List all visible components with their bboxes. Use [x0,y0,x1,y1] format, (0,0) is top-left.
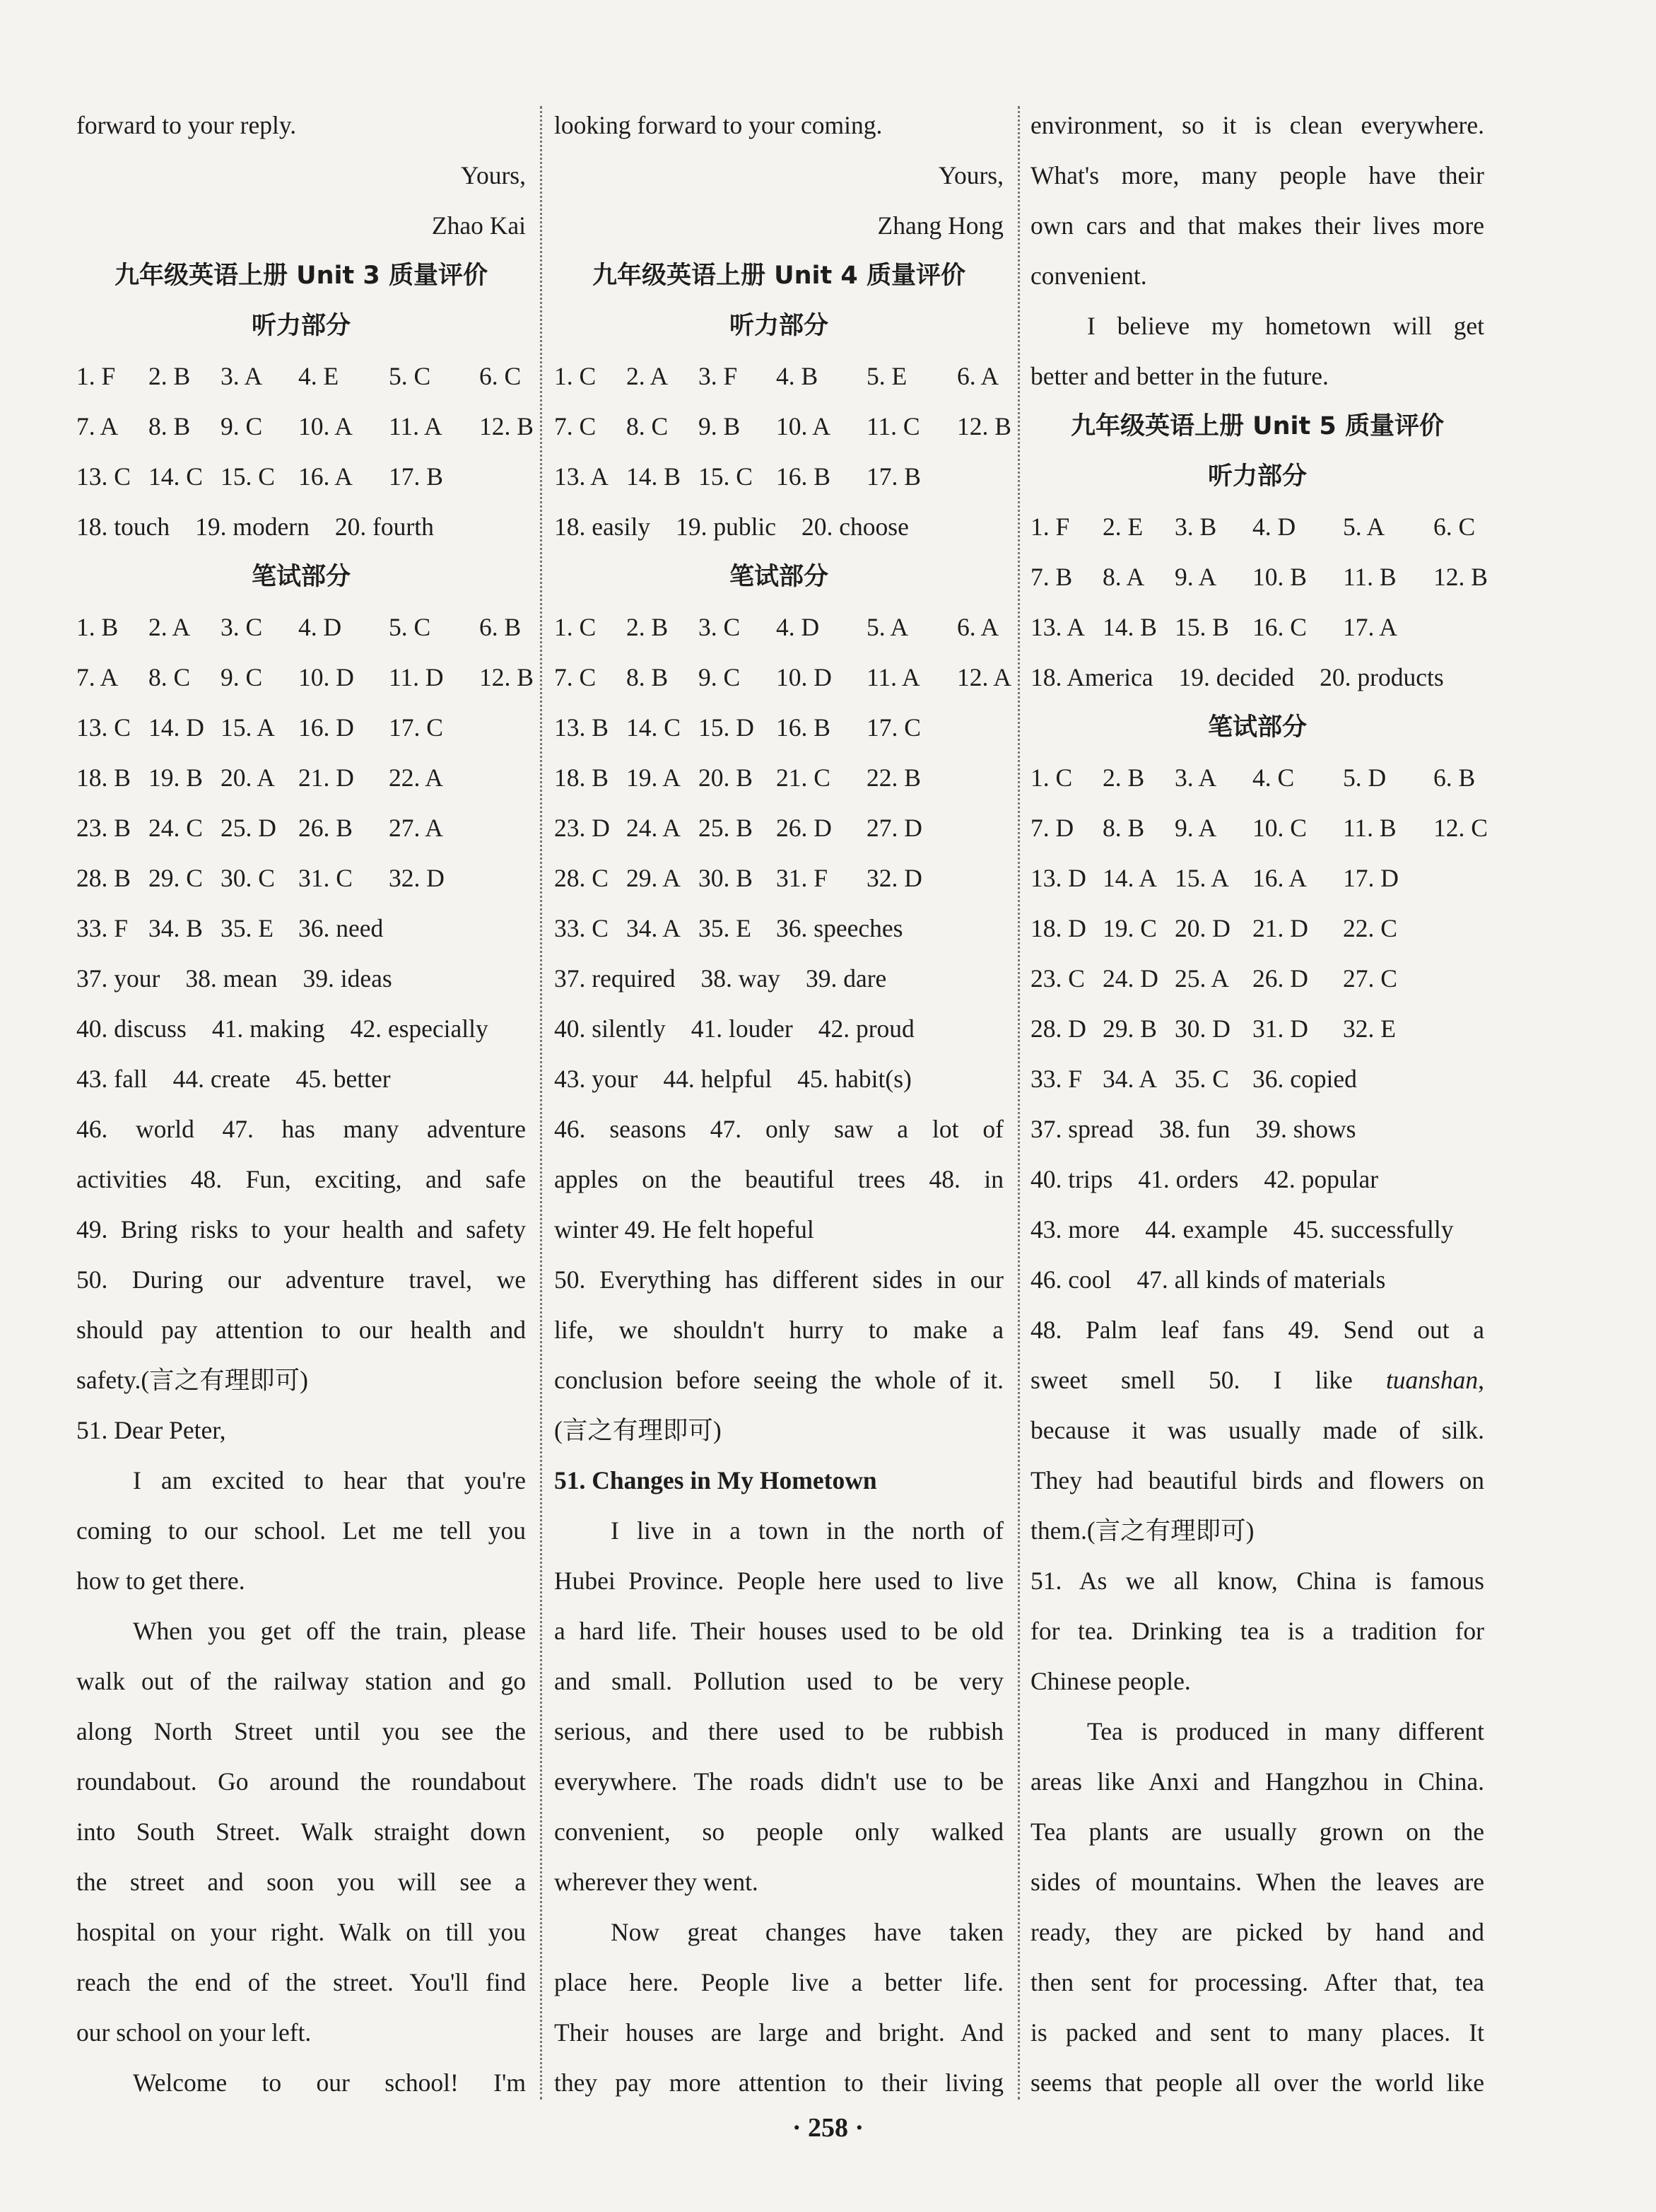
text-line: walk out of the railway station and go [76,1667,526,1695]
answer-row: 18. America 19. decided 20. products [1030,663,1444,691]
text-line: Tea plants are usually grown on the [1030,1818,1484,1846]
listening-heading: 听力部分 [251,312,351,340]
text-line: and small. Pollution used to be very [554,1667,1004,1695]
text-line: 48. Palm leaf fans 49. Send out a [1030,1316,1484,1344]
text-line: Chinese people. [1030,1667,1191,1695]
answer-row: 18. B 19. B 20. A 21. D 22. A [76,763,443,792]
answer-row: 28. C 29. A 30. B 31. F 32. D [554,864,922,892]
text-line: What's more, many people have their [1030,161,1484,189]
answer-row: 23. B 24. C 25. D 26. B 27. A [76,814,443,842]
answer-row: 13. D 14. A 15. A 16. A 17. D [1030,864,1399,892]
text-line: Hubei Province. People here used to live [554,1567,1004,1595]
text-line: everywhere. The roads didn't use to be [554,1767,1004,1796]
answer-row: 33. F 34. A 35. C 36. copied [1030,1065,1357,1093]
text-line: convenient. [1030,262,1147,290]
text-line: place here. People live a better life. [554,1968,1004,1996]
text-line: Now great changes have taken [611,1918,1004,1946]
page-number: · 258 · [792,2113,864,2143]
text-line: convenient, so people only walked [554,1818,1004,1846]
written-heading: 笔试部分 [251,563,351,591]
answer-row: 1. C 2. A 3. F 4. B 5. E 6. A [554,362,999,390]
text-line: apples on the beautiful trees 48. in [554,1165,1004,1193]
text-line: our school on your left. [76,2018,312,2047]
answer-row: 37. required 38. way 39. dare [554,964,887,993]
text-line: how to get there. [76,1567,245,1595]
answer-row: 28. D 29. B 30. D 31. D 32. E [1030,1014,1396,1043]
answer-row: 18. easily 19. public 20. choose [554,513,909,541]
text-line: roundabout. Go around the roundabout [76,1767,526,1796]
text-line: I believe my hometown will get [1087,312,1484,340]
answer-row: 13. A 14. B 15. B 16. C 17. A [1030,613,1397,641]
column-divider-left [540,106,542,2100]
answer-row: 1. C 2. B 3. A 4. C 5. D 6. B [1030,763,1476,792]
text-line: should pay attention to our health and [76,1316,526,1344]
text-line: (言之有理即可) [554,1416,722,1444]
text-line: activities 48. Fun, exciting, and safe [76,1165,526,1193]
text-line: ready, they are picked by hand and [1030,1918,1484,1946]
written-heading: 笔试部分 [729,563,828,591]
answer-row: 18. B 19. A 20. B 21. C 22. B [554,763,921,792]
text-line: I live in a town in the north of [611,1516,1004,1545]
answer-row: 40. trips 41. orders 42. popular [1030,1165,1379,1193]
answer-row: 23. C 24. D 25. A 26. D 27. C [1030,964,1397,993]
closing: Yours, [938,161,1004,189]
answer-row: 43. fall 44. create 45. better [76,1065,391,1093]
text-line: serious, and there used to be rubbish [554,1717,1004,1745]
unit-4-title: 九年级英语上册 Unit 4 质量评价 [592,262,965,290]
text-line: reach the end of the street. You'll find [76,1968,526,1996]
column-divider-right [1018,106,1020,2100]
text-line: 46. world 47. has many adventure [76,1115,526,1143]
signature-name: Zhang Hong [877,211,1004,240]
text-line: Their houses are large and bright. And [554,2018,1004,2047]
text-line: 49. Bring risks to your health and safety [76,1215,526,1243]
column-2 [554,100,1011,2101]
answer-row: 13. B 14. C 15. D 16. B 17. C [554,713,921,742]
text-line: forward to your reply. [76,111,297,139]
answer-row: 43. more 44. example 45. successfully [1030,1215,1454,1243]
text-line: coming to our school. Let me tell you [76,1516,526,1545]
answer-row: 13. A 14. B 15. C 16. B 17. B [554,462,921,491]
text-line: I am excited to hear that you're [133,1466,526,1494]
column-1 [76,100,534,2101]
closing: Yours, [460,161,526,189]
text-line: areas like Anxi and Hangzhou in China. [1030,1767,1484,1796]
answer-row: 33. C 34. A 35. E 36. speeches [554,914,903,942]
answer-row: 28. B 29. C 30. C 31. C 32. D [76,864,445,892]
answer-row: 1. C 2. B 3. C 4. D 5. A 6. A [554,613,999,641]
answer-row: 7. C 8. C 9. B 10. A 11. C 12. B [554,412,1011,440]
text-line: for tea. Drinking tea is a tradition for [1030,1617,1484,1645]
answer-row: 13. C 14. C 15. C 16. A 17. B [76,462,443,491]
text-line: them.(言之有理即可) [1030,1516,1255,1545]
text-line: They had beautiful birds and flowers on [1030,1466,1484,1494]
text-line: Tea is produced in many different [1087,1717,1484,1745]
text-line: When you get off the train, please [133,1617,526,1645]
column-3 [1030,100,1488,2101]
text-line: looking forward to your coming. [554,111,883,139]
unit-3-title: 九年级英语上册 Unit 3 质量评价 [114,262,488,290]
text-line: environment, so it is clean everywhere. [1030,111,1484,139]
answer-row: 7. B 8. A 9. A 10. B 11. B 12. B [1030,563,1488,591]
text-line: Welcome to our school! I'm [133,2068,526,2097]
text-line: conclusion before seeing the whole of it. [554,1366,1004,1394]
text-line: wherever they went. [554,1868,758,1896]
listening-heading: 听力部分 [729,312,828,340]
text-line: 51. As we all know, China is famous [1030,1567,1484,1595]
text-line: they pay more attention to their living [554,2068,1004,2097]
answer-row: 23. D 24. A 25. B 26. D 27. D [554,814,922,842]
written-heading: 笔试部分 [1207,713,1307,742]
text-line: life, we shouldn't hurry to make a [554,1316,1004,1344]
answer-row: 33. F 34. B 35. E 36. need [76,914,384,942]
answer-row: 7. A 8. B 9. C 10. A 11. A 12. B [76,412,534,440]
text-line: along North Street until you see the [76,1717,526,1745]
answer-row: 37. spread 38. fun 39. shows [1030,1115,1356,1143]
answer-row: 43. your 44. helpful 45. habit(s) [554,1065,912,1093]
answer-row: 40. discuss 41. making 42. especially [76,1014,488,1043]
text-line: is packed and sent to many places. It [1030,2018,1484,2047]
text-line: better and better in the future. [1030,362,1329,390]
answer-row: 37. your 38. mean 39. ideas [76,964,392,993]
letter-greeting: 51. Dear Peter, [76,1416,226,1444]
text-line: the street and soon you will see a [76,1868,526,1896]
text-line: then sent for processing. After that, tea [1030,1968,1484,1996]
text-line: safety.(言之有理即可) [76,1366,308,1394]
answer-row: 7. D 8. B 9. A 10. C 11. B 12. C [1030,814,1488,842]
text-line: into South Street. Walk straight down [76,1818,526,1846]
answer-row: 1. F 2. E 3. B 4. D 5. A 6. C [1030,513,1476,541]
text-line: 50. During our adventure travel, we [76,1265,526,1294]
answer-row: 18. D 19. C 20. D 21. D 22. C [1030,914,1397,942]
answer-row: 7. A 8. C 9. C 10. D 11. D 12. B [76,663,534,691]
answer-row: 18. touch 19. modern 20. fourth [76,513,434,541]
answer-row: 40. silently 41. louder 42. proud [554,1014,915,1043]
answer-row: 46. cool 47. all kinds of materials [1030,1265,1386,1294]
text-line: because it was usually made of silk. [1030,1416,1484,1444]
text-line: a hard life. Their houses used to be old [554,1617,1004,1645]
answer-row: 13. C 14. D 15. A 16. D 17. C [76,713,443,742]
text-line: winter 49. He felt hopeful [554,1215,814,1243]
text-line: own cars and that makes their lives more [1030,211,1484,240]
text-line: hospital on your right. Walk on till you [76,1918,526,1946]
text-line: sweet smell 50. I like tuanshan, [1030,1366,1484,1394]
text-line: 50. Everything has different sides in our [554,1265,1004,1294]
answer-row: 7. C 8. B 9. C 10. D 11. A 12. A [554,663,1011,691]
answer-row: 1. B 2. A 3. C 4. D 5. C 6. B [76,613,522,641]
listening-heading: 听力部分 [1207,462,1307,491]
signature-name: Zhao Kai [431,211,526,240]
essay-title: 51. Changes in My Hometown [554,1466,877,1494]
answer-row: 1. F 2. B 3. A 4. E 5. C 6. C [76,362,522,390]
text-line: seems that people all over the world like [1030,2068,1484,2097]
text-line: 46. seasons 47. only saw a lot of [554,1115,1004,1143]
unit-5-title: 九年级英语上册 Unit 5 质量评价 [1071,412,1444,440]
text-line: sides of mountains. When the leaves are [1030,1868,1484,1896]
